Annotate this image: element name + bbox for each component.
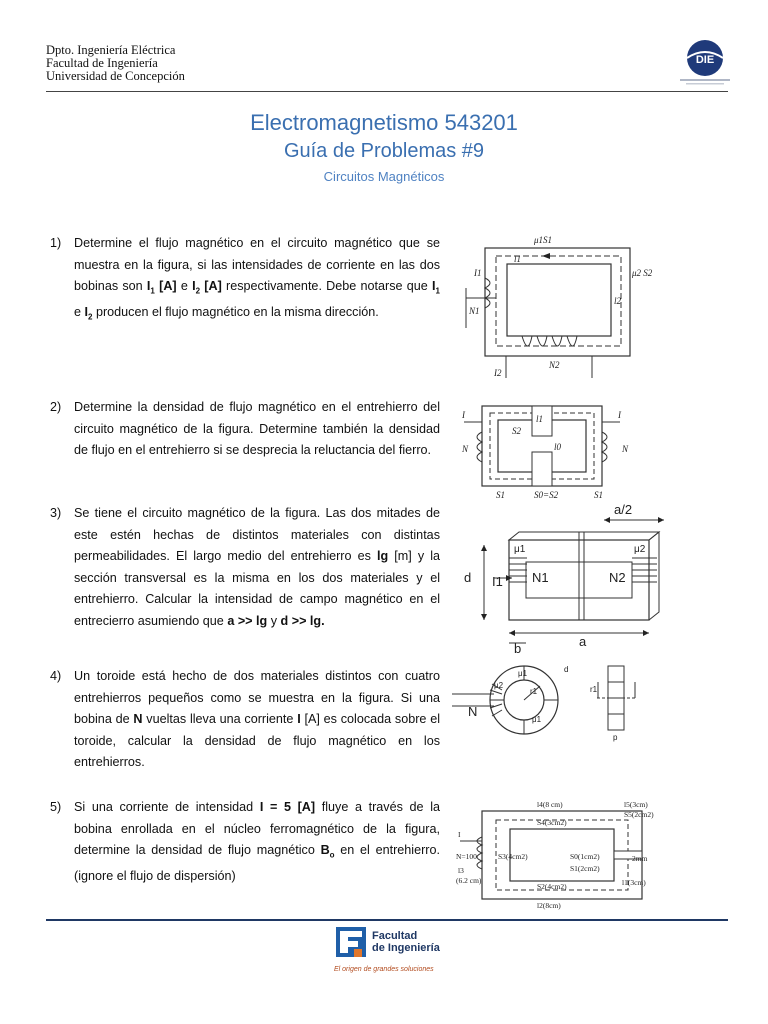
- department-line: Dpto. Ingeniería Eléctrica: [46, 43, 176, 57]
- svg-text:N: N: [622, 444, 629, 454]
- svg-text:p: p: [613, 733, 618, 742]
- department-header: [46, 44, 185, 83]
- svg-text:(6.2 cm): (6.2 cm): [456, 876, 482, 885]
- svg-text:μ2 S2: μ2 S2: [632, 268, 653, 278]
- svg-text:l2: l2: [614, 296, 622, 306]
- faculty-logo-icon: [334, 925, 368, 959]
- guide-title: Guía de Problemas #9: [283, 140, 485, 162]
- problem-text: Se tiene el circuito magnético de la figura. Las dos mitades de este estén hechas de distintos materiales con distintas permeabilidades. El largo medio del entrehierro es lg [m] y la sección transversal es la misma en los dos materiales y el entrehierro. Calcular la intensidad de campo magnético en el entrecierro asumiendo que a >> lg y d >> lg.: [74, 506, 440, 628]
- footer-rule: [46, 919, 728, 921]
- svg-text:d: d: [464, 570, 472, 585]
- svg-text:l1: l1: [514, 254, 522, 264]
- faculty-name-line1: Facultad: [372, 930, 418, 942]
- svg-text:l1: l1: [536, 414, 544, 424]
- problem-text: Un toroide está hecho de dos materiales distintos con cuatro entrehierros pequeños como se muestra en la figura. Si una bobina de N vueltas lleva una corriente I [A] es colocada sobre el toroide, calcular la densidad de flujo magnético en los entrehierros.: [74, 669, 441, 769]
- svg-text:I: I: [618, 410, 621, 420]
- svg-text:N: N: [468, 704, 478, 719]
- problem-4: [50, 666, 440, 774]
- svg-text:a: a: [579, 634, 587, 649]
- figure-2-air-gap-circuit: [452, 392, 642, 502]
- svg-text:l1(3cm): l1(3cm): [622, 878, 646, 887]
- problem-text: Si una corriente de intensidad I = 5 [A] fluye a través de la bobina enrollada en el núcleo ferromagnético de la figura, determine la densidad de flujo magnético $B_o$ en el entrehierro. (ignore el flujo de dispersión): [74, 800, 440, 884]
- svg-text:N1: N1: [532, 570, 549, 585]
- svg-text:N1: N1: [469, 306, 480, 316]
- figure-1-magnetic-circuit: [452, 228, 664, 388]
- problem-number: 2): [50, 400, 62, 414]
- problem-number: 3): [50, 506, 62, 520]
- svg-text:l3: l3: [458, 866, 464, 875]
- svg-text:S3(4cm2): S3(4cm2): [498, 852, 528, 861]
- svg-text:S1: S1: [496, 490, 505, 500]
- problem-5: [50, 797, 440, 888]
- header-rule: [46, 91, 728, 92]
- svg-text:S1(2cm2): S1(2cm2): [570, 864, 600, 873]
- problem-number: 5): [50, 800, 62, 814]
- svg-text:μ1: μ1: [518, 669, 528, 678]
- svg-text:l2(8cm): l2(8cm): [537, 901, 561, 910]
- svg-text:N: N: [462, 444, 469, 454]
- svg-text:I: I: [462, 410, 465, 420]
- svg-text:S2(4cm2): S2(4cm2): [537, 882, 567, 891]
- problem-2: [50, 397, 440, 462]
- svg-text:μ2: μ2: [494, 681, 504, 690]
- svg-text:S0=S2: S0=S2: [534, 490, 559, 500]
- svg-text:S1: S1: [594, 490, 603, 500]
- figure-5-ferromagnetic-core: [452, 797, 667, 912]
- svg-text:μ1: μ1: [514, 544, 526, 555]
- svg-text:r1: r1: [530, 687, 538, 696]
- svg-text:r1: r1: [590, 685, 598, 694]
- svg-text:μ2: μ2: [634, 544, 646, 555]
- svg-text:N2: N2: [549, 360, 560, 370]
- svg-text:l0: l0: [554, 442, 562, 452]
- svg-text:d: d: [564, 665, 569, 674]
- figure-3-two-material-core: [454, 500, 669, 654]
- topic-subtitle: Circuitos Magnéticos: [323, 169, 445, 184]
- svg-text:N=100: N=100: [456, 852, 477, 861]
- problem-text: Determine la densidad de flujo magnético en el entrehierro del circuito magnético de la figura. Determine también la densidad de flujo en el entrehierro si se desprecia la reluctancia del fierro.: [74, 400, 440, 457]
- svg-text:S2: S2: [512, 426, 521, 436]
- svg-text:S4(3cm2): S4(3cm2): [537, 818, 567, 827]
- svg-text:l4(8 cm): l4(8 cm): [537, 800, 563, 809]
- faculty-line: Facultad de Ingeniería: [46, 56, 158, 70]
- logo-text: DIE: [695, 54, 715, 66]
- svg-text:S5(2cm2): S5(2cm2): [624, 810, 654, 819]
- svg-text:N2: N2: [609, 570, 626, 585]
- problem-number: 1): [50, 236, 62, 250]
- problem-number: 4): [50, 669, 62, 683]
- problem-1: [50, 233, 440, 328]
- svg-text:S0(1cm2): S0(1cm2): [570, 852, 600, 861]
- figure-4-toroid: [452, 662, 672, 744]
- svg-text:b: b: [514, 641, 522, 654]
- svg-text:2mm: 2mm: [632, 854, 648, 863]
- faculty-slogan: El origen de grandes soluciones: [334, 966, 434, 973]
- svg-text:I1: I1: [492, 574, 503, 589]
- svg-text:l5(3cm): l5(3cm): [624, 800, 648, 809]
- svg-text:I2: I2: [494, 368, 502, 378]
- course-title: Electromagnetismo 543201: [250, 110, 518, 135]
- svg-text:I: I: [458, 830, 461, 839]
- die-logo: [672, 36, 738, 86]
- faculty-name: [372, 930, 440, 954]
- svg-text:I1: I1: [474, 268, 482, 278]
- problem-text: Determine el flujo magnético en el circuito magnético que se muestra en la figura, si las intensidades de corriente en las dos bobinas son $I_1$ [A] e $I_2$ [A] respectivamente. Debe notarse que $I_1$ e $I_2$ producen el flujo magnético en la misma dirección.: [74, 236, 440, 322]
- problem-3: [50, 503, 440, 632]
- university-line: Universidad de Concepción: [46, 69, 185, 83]
- svg-text:a/2: a/2: [614, 502, 633, 517]
- faculty-name-line2: de Ingeniería: [372, 942, 440, 954]
- svg-text:μ1S1: μ1S1: [534, 235, 553, 245]
- svg-text:μ1: μ1: [532, 715, 542, 724]
